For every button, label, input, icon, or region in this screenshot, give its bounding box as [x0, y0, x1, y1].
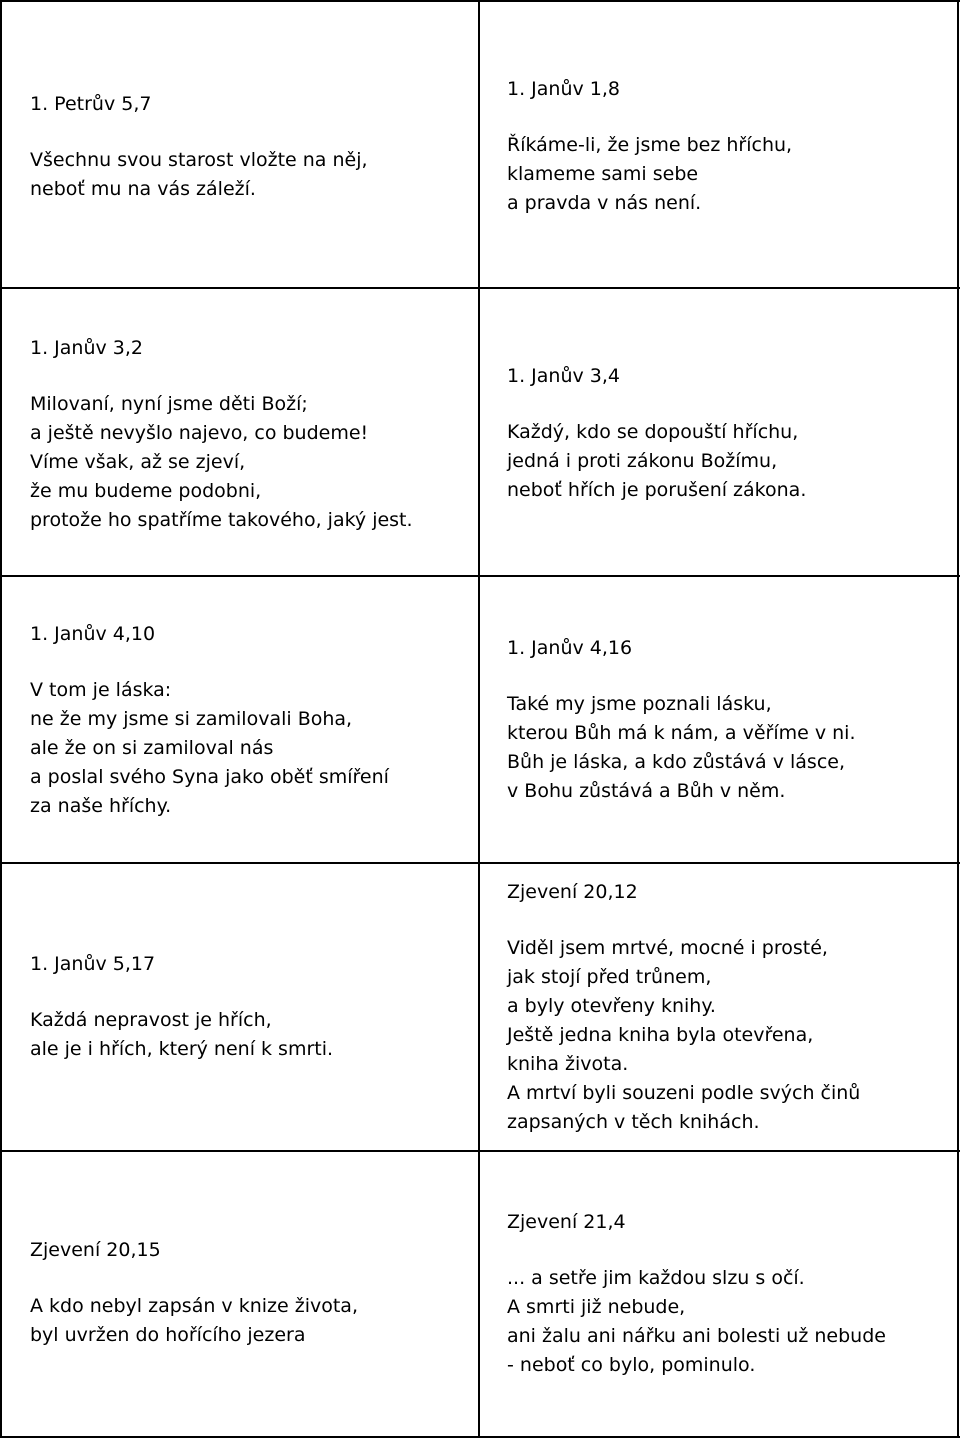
- verse-line: Víme však, až se zjeví,: [30, 451, 246, 473]
- verse-line: Všechnu svou starost vložte na něj,: [30, 149, 368, 171]
- grid-divider-row-4: [0, 1150, 960, 1152]
- verse-reference: 1. Janův 3,4: [507, 365, 620, 387]
- verse-line: Bůh je láska, a kdo zůstává v lásce,: [507, 751, 846, 773]
- verse-reference: 1. Janův 5,17: [30, 953, 156, 975]
- verse-card: [507, 878, 860, 1137]
- verse-line: jedná i proti zákonu Božímu,: [507, 450, 778, 472]
- verse-line: jak stojí před trůnem,: [507, 966, 712, 988]
- verse-line: Říkáme-li, že jsme bez hříchu,: [507, 134, 793, 156]
- verse-line: a ještě nevyšlo najevo, co budeme!: [30, 422, 369, 444]
- verse-card: [30, 90, 368, 204]
- verse-line: ale že on si zamiloval nás: [30, 737, 274, 759]
- verse-line: Také my jsme poznali lásku,: [507, 693, 772, 715]
- verse-line: ani žalu ani nářku ani bolesti už nebude: [507, 1325, 886, 1347]
- verse-line: za naše hříchy.: [30, 795, 172, 817]
- verse-line: Každý, kdo se dopouští hříchu,: [507, 421, 799, 443]
- verse-line: Milovaní, nyní jsme děti Boží;: [30, 393, 308, 415]
- verse-reference: 1. Janův 1,8: [507, 78, 620, 100]
- verse-line: neboť mu na vás záleží.: [30, 178, 256, 200]
- verse-line: kterou Bůh má k nám, a věříme v ni.: [507, 722, 856, 744]
- verse-card: [30, 334, 413, 535]
- verse-reference: 1. Janův 3,2: [30, 337, 143, 359]
- verse-line: Viděl jsem mrtvé, mocné i prosté,: [507, 937, 828, 959]
- verse-line: A smrti již nebude,: [507, 1296, 686, 1318]
- verse-reference: Zjevení 21,4: [507, 1211, 626, 1233]
- verse-line: A mrtví byli souzeni podle svých činů: [507, 1082, 861, 1104]
- verse-line: ... a setře jim každou slzu s očí.: [507, 1267, 805, 1289]
- verse-line: Ještě jedna kniha byla otevřena,: [507, 1024, 814, 1046]
- grid-divider-row-1: [0, 287, 960, 289]
- grid-border-right: [957, 0, 959, 1438]
- verse-line: neboť hřích je porušení zákona.: [507, 479, 807, 501]
- verse-reference: Zjevení 20,12: [507, 881, 638, 903]
- verse-line: zapsaných v těch knihách.: [507, 1111, 760, 1133]
- verse-reference: 1. Petrův 5,7: [30, 93, 152, 115]
- verse-line: v Bohu zůstává a Bůh v něm.: [507, 780, 786, 802]
- verse-line: A kdo nebyl zapsán v knize života,: [30, 1295, 358, 1317]
- verse-card: [507, 75, 792, 218]
- verse-card: [507, 362, 806, 505]
- verse-card: [30, 1236, 358, 1350]
- verse-reference: 1. Janův 4,10: [30, 623, 156, 645]
- verse-line: Každá nepravost je hřích,: [30, 1009, 272, 1031]
- grid-border-left: [0, 0, 2, 1438]
- verse-card: [30, 950, 333, 1064]
- verse-card: [30, 620, 389, 821]
- verse-line: kniha života.: [507, 1053, 629, 1075]
- verse-line: protože ho spatříme takového, jaký jest.: [30, 509, 413, 531]
- verse-line: a byly otevřeny knihy.: [507, 995, 716, 1017]
- grid-divider-vertical: [478, 0, 480, 1438]
- verse-line: klameme sami sebe: [507, 163, 699, 185]
- verse-reference: Zjevení 20,15: [30, 1239, 161, 1261]
- verse-line: byl uvržen do hořícího jezera: [30, 1324, 306, 1346]
- verse-reference: 1. Janův 4,16: [507, 637, 633, 659]
- verse-line: a poslal svého Syna jako oběť smíření: [30, 766, 389, 788]
- verse-card: [507, 1208, 886, 1380]
- verse-line: V tom je láska:: [30, 679, 172, 701]
- verse-line: ne že my jsme si zamilovali Boha,: [30, 708, 353, 730]
- verse-line: - neboť co bylo, pominulo.: [507, 1354, 756, 1376]
- verse-line: ale je i hřích, který není k smrti.: [30, 1038, 334, 1060]
- verse-card: [507, 634, 856, 806]
- verse-line: že mu budeme podobni,: [30, 480, 262, 502]
- verse-line: a pravda v nás není.: [507, 192, 702, 214]
- grid-divider-row-3: [0, 862, 960, 864]
- grid-border-top: [0, 0, 960, 2]
- grid-divider-row-2: [0, 575, 960, 577]
